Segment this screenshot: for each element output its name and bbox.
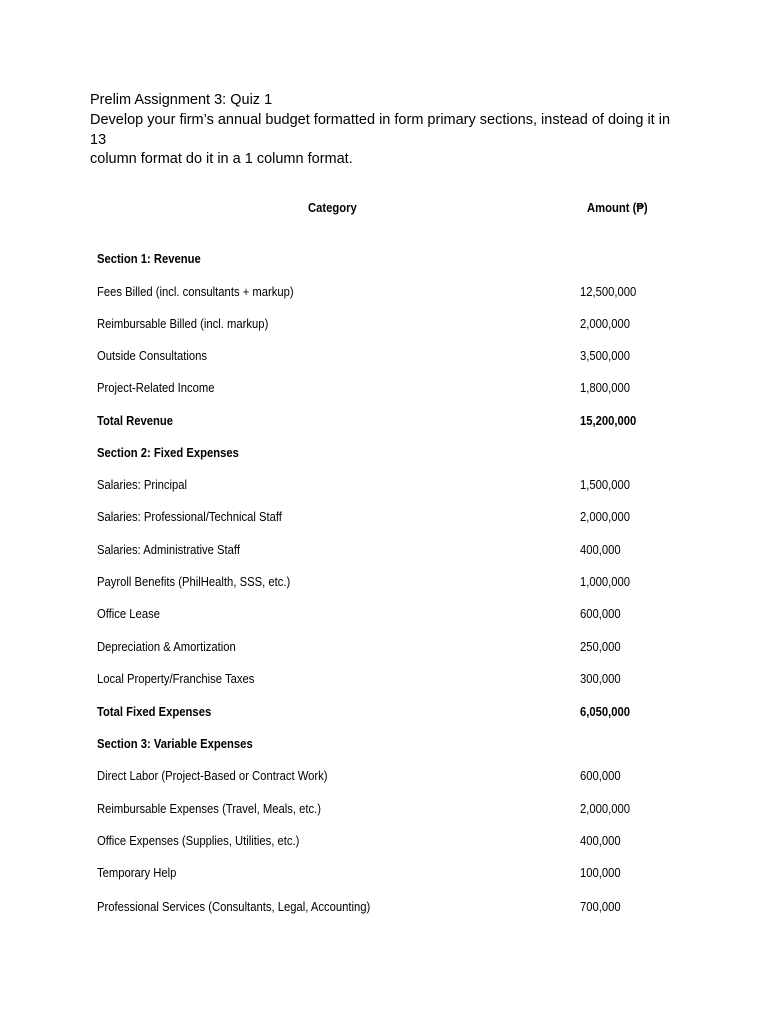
table-row: [0, 669, 768, 689]
table-row: [0, 282, 768, 302]
table-row: [0, 637, 768, 657]
category-cell: Salaries: Administrative Staff: [97, 543, 240, 557]
category-cell: Direct Labor (Project-Based or Contract Work): [97, 769, 328, 783]
table-row: [0, 411, 768, 431]
category-cell: Total Fixed Expenses: [97, 705, 212, 719]
category-cell: Outside Consultations: [97, 349, 208, 363]
amount-cell: 15,200,000: [580, 414, 637, 428]
amount-cell: 700,000: [580, 900, 621, 914]
category-cell: Reimbursable Expenses (Travel, Meals, etc.): [97, 802, 322, 816]
instructions-line-1: Develop your firm’s annual budget formatted in form primary sections, instead of doing it in 13: [90, 112, 671, 148]
table-row: [0, 249, 768, 269]
table-row: [0, 799, 768, 819]
category-cell: Salaries: Professional/Technical Staff: [97, 510, 282, 524]
table-row: [0, 734, 768, 754]
column-header-amount: Amount (₱): [587, 201, 648, 215]
table-row: [0, 475, 768, 495]
amount-cell: 1,800,000: [580, 381, 631, 395]
table-row: [0, 702, 768, 722]
table-row: [0, 443, 768, 463]
category-cell: Fees Billed (incl. consultants + markup): [97, 285, 294, 299]
amount-cell: 2,000,000: [580, 510, 631, 524]
amount-cell: 2,000,000: [580, 802, 631, 816]
category-cell: Local Property/Franchise Taxes: [97, 672, 255, 686]
table-row: [0, 507, 768, 527]
category-cell: Depreciation & Amortization: [97, 640, 236, 654]
amount-cell: 600,000: [580, 769, 621, 783]
table-row: [0, 540, 768, 560]
document-title: Prelim Assignment 3: Quiz 1: [90, 92, 273, 108]
amount-cell: 100,000: [580, 866, 621, 880]
amount-cell: 2,000,000: [580, 317, 631, 331]
category-cell: Section 3: Variable Expenses: [97, 737, 253, 751]
amount-cell: 12,500,000: [580, 285, 637, 299]
amount-cell: 1,000,000: [580, 575, 631, 589]
category-cell: Salaries: Principal: [97, 478, 188, 492]
table-row: [0, 378, 768, 398]
category-cell: Payroll Benefits (PhilHealth, SSS, etc.): [97, 575, 291, 589]
table-row: [0, 766, 768, 786]
amount-cell: 3,500,000: [580, 349, 631, 363]
table-row: [0, 831, 768, 851]
amount-cell: 400,000: [580, 834, 621, 848]
table-row: [0, 314, 768, 334]
category-cell: Reimbursable Billed (incl. markup): [97, 317, 269, 331]
amount-cell: 1,500,000: [580, 478, 631, 492]
category-cell: Office Expenses (Supplies, Utilities, etc.): [97, 834, 300, 848]
category-cell: Project-Related Income: [97, 381, 215, 395]
table-row: [0, 604, 768, 624]
table-row: [0, 897, 768, 917]
category-cell: Total Revenue: [97, 414, 174, 428]
column-header-category: Category: [308, 201, 357, 215]
table-row: [0, 572, 768, 592]
category-cell: Temporary Help: [97, 866, 177, 880]
category-cell: Office Lease: [97, 607, 160, 621]
instructions-line-2: column format do it in a 1 column format.: [90, 151, 353, 167]
table-row: [0, 863, 768, 883]
amount-cell: 6,050,000: [580, 705, 631, 719]
amount-cell: 300,000: [580, 672, 621, 686]
category-cell: Section 1: Revenue: [97, 252, 201, 266]
table-row: [0, 346, 768, 366]
amount-cell: 400,000: [580, 543, 621, 557]
category-cell: Professional Services (Consultants, Legal, Accounting): [97, 900, 371, 914]
amount-cell: 600,000: [580, 607, 621, 621]
amount-cell: 250,000: [580, 640, 621, 654]
category-cell: Section 2: Fixed Expenses: [97, 446, 239, 460]
